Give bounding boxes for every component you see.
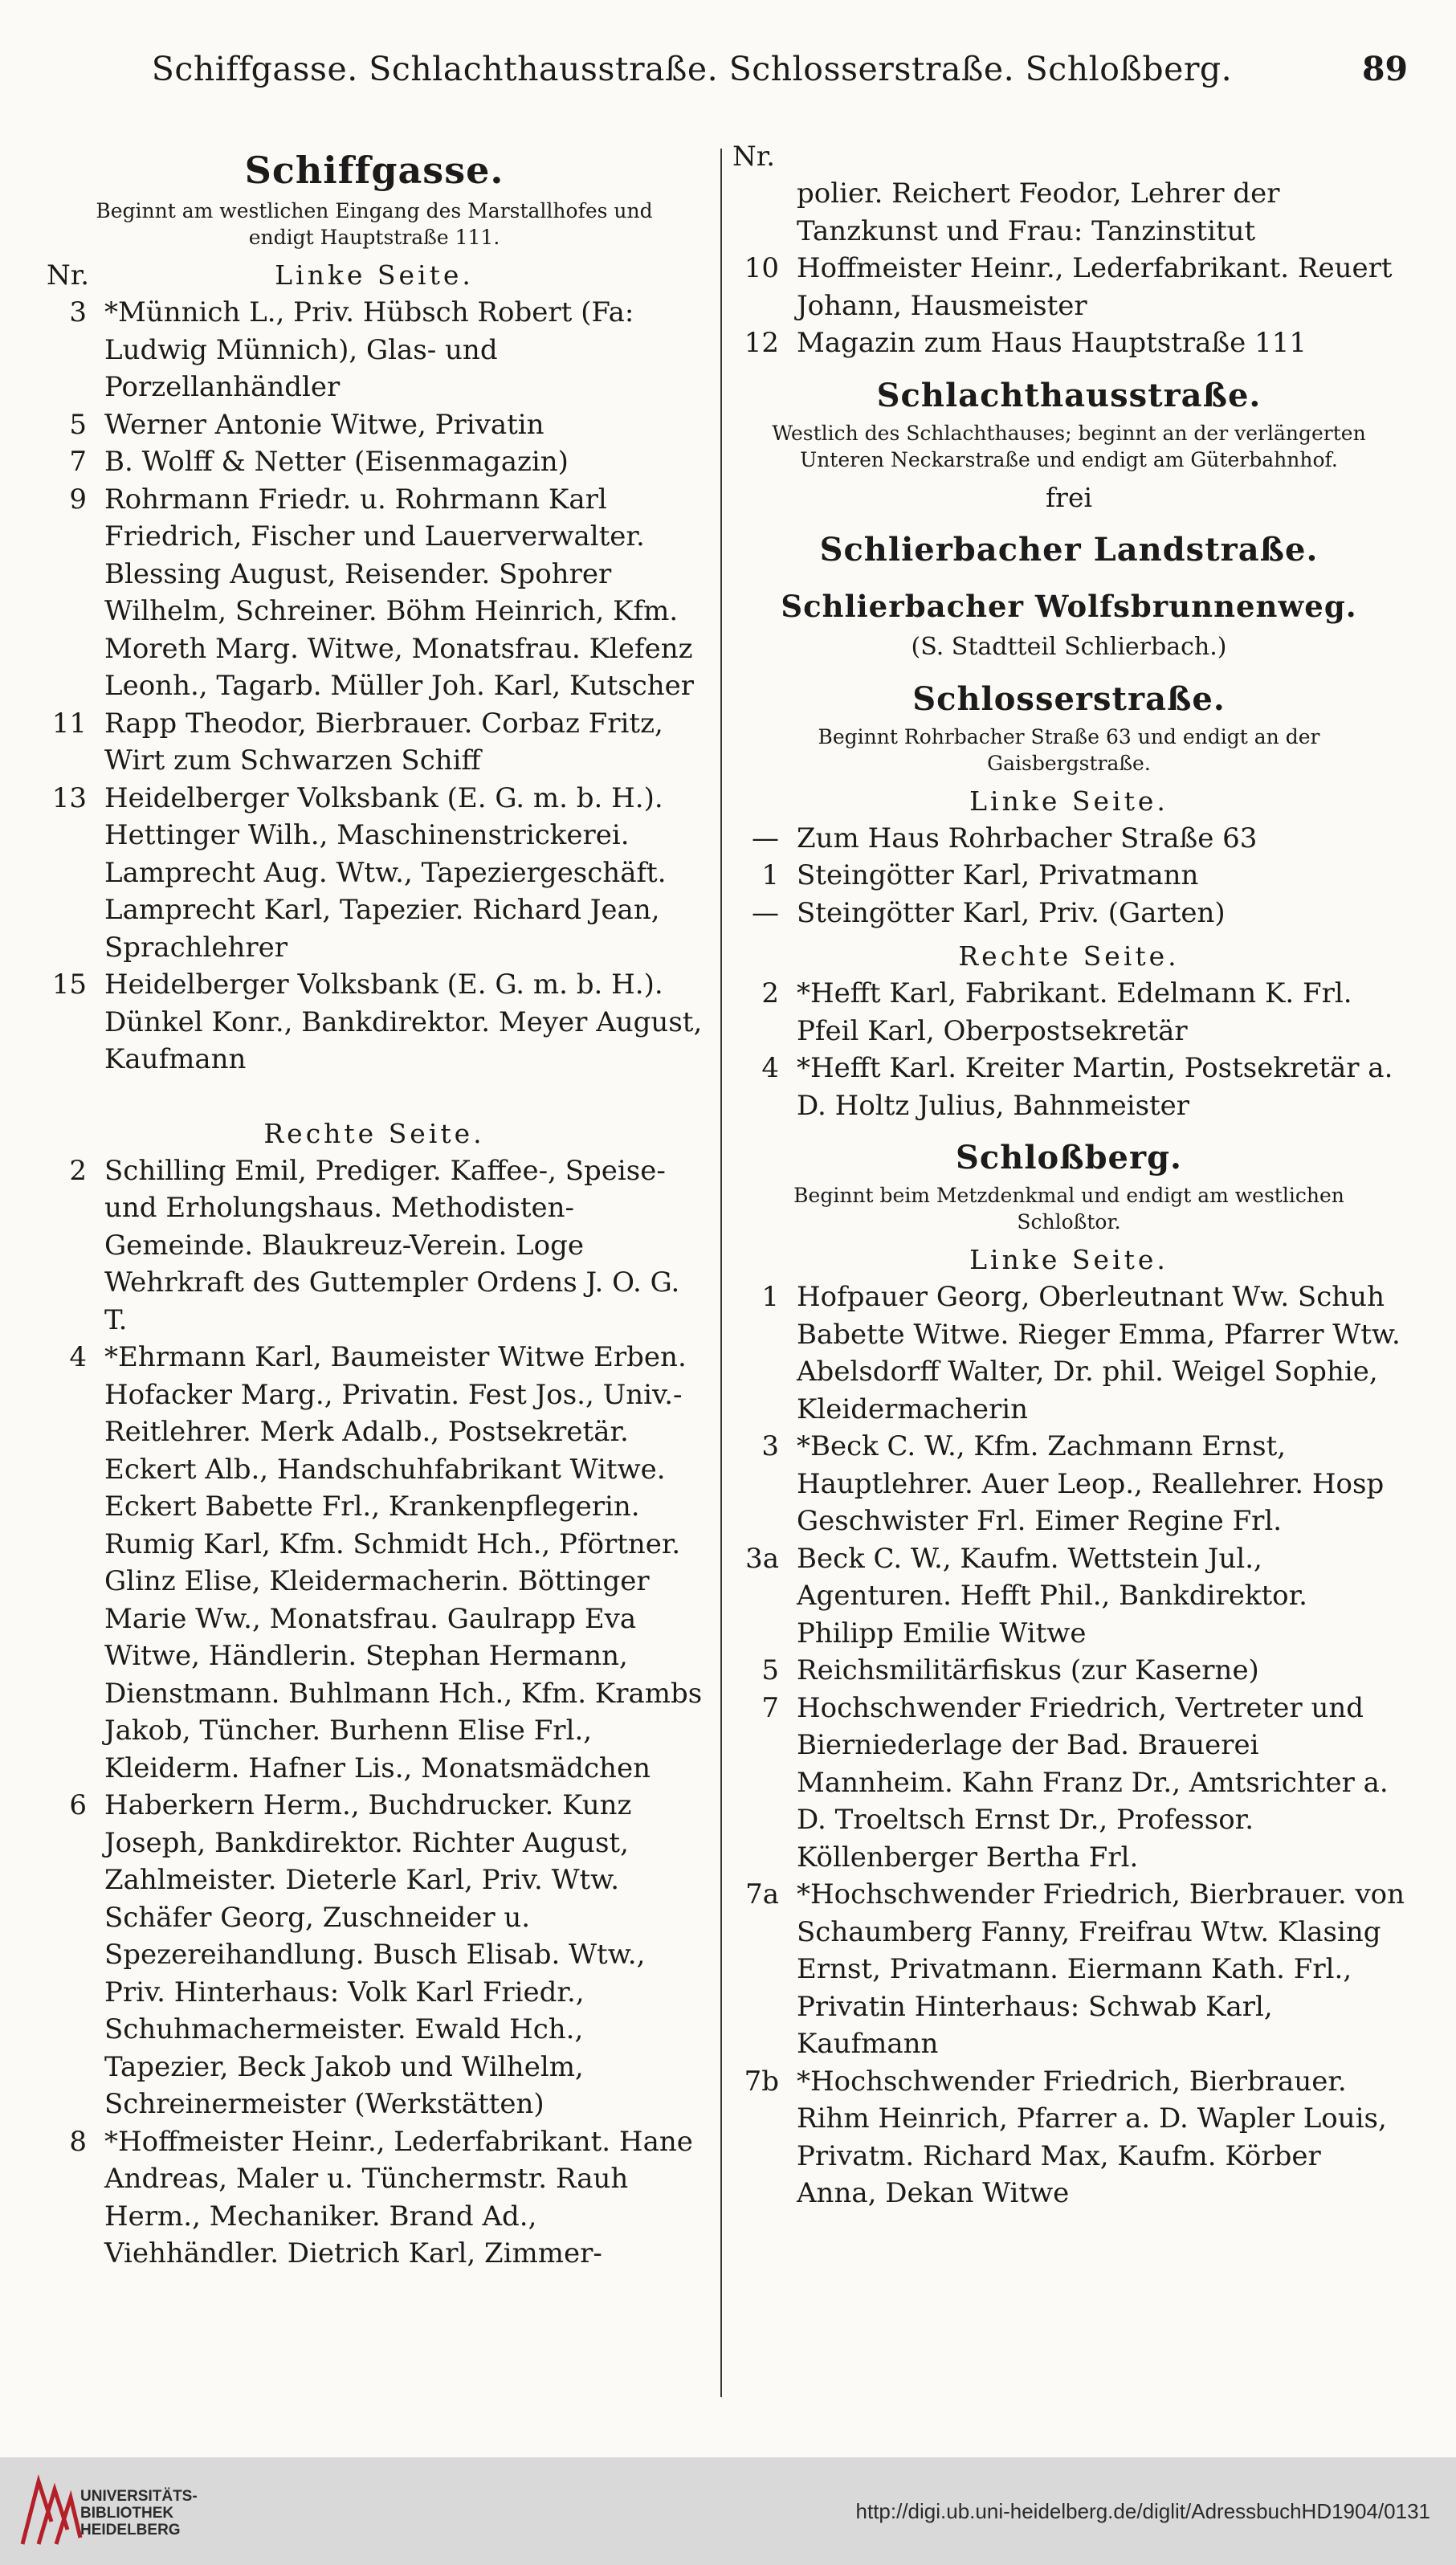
entry-text: *Hochschwender Friedrich, Bierbrauer. von Schaumberg Fanny, Freifrau Wtw. Klasing Ernst, Privatmann. Eiermann Kath. Frl., Privatin Hinterhaus: Schwab Karl, Kaufmann: [797, 1878, 1405, 2060]
house-number: 5: [69, 408, 87, 441]
address-entry: [40, 1787, 708, 2123]
entry-text: Heidelberger Volksbank (E. G. m. b. H.). Hettinger Wilh., Maschinenstrickerei. Lamprecht Aug. Wtw., Tapeziergeschäft. Lamprecht Karl, Tapezier. Richard Jean, Sprachlehrer: [104, 781, 667, 964]
house-number: 2: [69, 1154, 87, 1187]
house-number: 4: [761, 1052, 779, 1084]
house-number: 7a: [745, 1878, 779, 1910]
house-number: —: [752, 896, 779, 929]
running-head: [48, 50, 1408, 106]
house-number: 5: [761, 1654, 779, 1686]
side-label-links: Linke Seite.: [969, 785, 1168, 817]
side-label-rechts: Rechte Seite.: [263, 1117, 485, 1149]
viewer-footer: [0, 2457, 1456, 2565]
house-number: —: [752, 822, 779, 854]
address-entry: [732, 1690, 1405, 1877]
address-entry: [732, 324, 1405, 362]
entry-text: Zum Haus Rohrbacher Straße 63: [797, 822, 1258, 854]
entry-text: Haberkern Herm., Buchdrucker. Kunz Joseph, Bankdirektor. Richter August, Zahlmeister. Dieterle Karl, Priv. Wtw. Schäfer Georg, Zuschneider u. Spezereihandlung. Busch Elisab. Wtw., Priv. Hinterhaus: Volk Karl Friedr., Schuhmachermeister. Ewald Hch., Tapezier, Beck Jakob und Wilhelm, Schreinermeister (Werkstätten): [104, 1789, 646, 2120]
address-entry: [732, 2063, 1405, 2212]
side-label-rechts: Rechte Seite.: [958, 940, 1180, 972]
house-number: 7b: [744, 2065, 779, 2098]
house-number: 13: [51, 781, 87, 814]
address-entry: [732, 1876, 1405, 2063]
address-entry: [40, 1339, 708, 1787]
entry-text: Rohrmann Friedr. u. Rohrmann Karl Friedrich, Fischer und Lauerverwalter. Blessing August, Reisender. Spohrer Wilhelm, Schreiner. Böhm Heinrich, Kfm. Moreth Marg. Witwe, Monatsfrau. Klefenz Leonh., Tagarb. Müller Joh. Karl, Kutscher: [104, 483, 695, 702]
address-entry: [40, 966, 708, 1079]
spacer: [732, 573, 1405, 584]
house-number: 8: [69, 2125, 87, 2158]
entry-list: [40, 1152, 708, 2273]
library-name: [80, 2488, 198, 2538]
entry-text: Hofpauer Georg, Oberleutnant Ww. Schuh Babette Witwe. Rieger Emma, Pfarrer Wtw. Abelsdorff Walter, Dr. phil. Weigel Sophie, Kleidermacherin: [797, 1281, 1401, 1425]
address-entry: [40, 294, 708, 406]
library-name-line: HEIDELBERG: [80, 2522, 181, 2538]
entry-text: *Beck C. W., Kfm. Zachmann Ernst, Hauptlehrer. Auer Leop., Reallehrer. Hosp Geschwister Frl. Eimer Regine Frl.: [797, 1430, 1385, 1537]
page-number: 89: [1361, 50, 1408, 88]
address-entry: [732, 250, 1405, 324]
street-heading-schlierbacher-wolfsbrunnenweg: Schlierbacher Wolfsbrunnenweg.: [781, 588, 1357, 624]
entry-text: *Hoffmeister Heinr., Lederfabrikant. Hane Andreas, Maler u. Tünchermstr. Rauh Herm., Mechaniker. Brand Ad., Viehhändler. Dietrich Karl, Zimmer-: [104, 2125, 693, 2269]
street-heading-schlachthausstrasse: Schlachthausstraße.: [876, 376, 1262, 414]
entry-text: Steingötter Karl, Priv. (Garten): [797, 896, 1226, 929]
entry-text: *Münnich L., Priv. Hübsch Robert (Fa: Ludwig Münnich), Glas- und Porzellanhändler: [104, 296, 634, 403]
address-entry: [732, 1050, 1405, 1124]
street-note: frei: [1045, 481, 1093, 513]
address-entry: [40, 1152, 708, 1340]
address-entry: [732, 1540, 1405, 1653]
house-number: 3: [761, 1430, 779, 1462]
nr-label: Nr.: [732, 145, 776, 173]
entry-text: *Hefft Karl, Fabrikant. Edelmann K. Frl. Pfeil Karl, Oberpostsekretär: [797, 977, 1352, 1047]
street-heading-schlierbacher-landstrasse: Schlierbacher Landstraße.: [819, 530, 1319, 569]
entry-text: B. Wolff & Netter (Eisenmagazin): [104, 446, 569, 478]
house-number: 15: [51, 969, 87, 1001]
entry-text: Schilling Emil, Prediger. Kaffee-, Speise- und Erholungshaus. Methodisten-Gemeinde. Blaukreuz-Verein. Loge Wehrkraft des Guttempler Ordens J. O. G. T.: [104, 1154, 680, 1336]
street-description: Westlich des Schlachthauses; beginnt an der verlängerten Unteren Neckarstraße und endigt am Güterbahnhof.: [772, 421, 1366, 471]
entry-text: Reichsmilitärfiskus (zur Kaserne): [797, 1654, 1259, 1686]
entry-list: [732, 975, 1405, 1124]
entry-list: [732, 1278, 1405, 2212]
street-description: Beginnt beim Metzdenkmal und endigt am westlichen Schloßtor.: [793, 1184, 1344, 1234]
address-entry: [732, 975, 1405, 1050]
nr-header: [40, 257, 708, 294]
entry-text: Werner Antonie Witwe, Privatin: [104, 408, 544, 441]
house-number: 1: [761, 1281, 779, 1313]
address-entry: [40, 780, 708, 967]
entry-text: Hoffmeister Heinr., Lederfabrikant. Reuert Johann, Hausmeister: [797, 252, 1393, 322]
entry-text: *Ehrmann Karl, Baumeister Witwe Erben. Hofacker Marg., Privatin. Fest Jos., Univ.-Reitlehrer. Merk Adalb., Postsekretär. Eckert Alb., Handschuhfabrikant Witwe. Eckert Babette Frl., Krankenpflegerin. Rumig Karl, Kfm. Schmidt Hch., Pförtner. Glinz Elise, Kleidermacherin. Böttinger Marie Ww., Monatsfrau. Gaulrapp Eva Witwe, Händlerin. Stephan Hermann, Dienstmann. Buhlmann Hch., Kfm. Krambs Jakob, Tüncher. Burhenn Elise Frl., Kleiderm. Hafner Lis., Monatsmädchen: [104, 1341, 703, 1784]
street-description: Beginnt Rohrbacher Straße 63 und endigt an der Gaisbergstraße.: [818, 724, 1320, 775]
address-entry: [40, 705, 708, 780]
house-number: 11: [51, 707, 87, 740]
address-entry: [732, 175, 1405, 250]
library-name-line: UNIVERSITÄTS-: [80, 2488, 198, 2505]
entry-list: [732, 820, 1405, 932]
spacer: [732, 516, 1405, 528]
spacer: [732, 666, 1405, 677]
nr-header: [732, 145, 1405, 175]
address-entry: [40, 443, 708, 481]
library-logo-icon: [14, 2473, 87, 2551]
address-entry: [732, 1428, 1405, 1540]
address-entry: [732, 1652, 1405, 1690]
column-divider: [720, 149, 722, 2397]
entry-text: Magazin zum Haus Hauptstraße 111: [797, 327, 1307, 359]
house-number: 4: [69, 1341, 87, 1373]
house-number: 9: [69, 483, 87, 516]
running-title: Schiffgasse. Schlachthausstraße. Schlosserstraße. Schloßberg.: [151, 50, 1233, 88]
entry-text: Rapp Theodor, Bierbrauer. Corbaz Fritz, Wirt zum Schwarzen Schiff: [104, 707, 663, 777]
left-column: [40, 145, 708, 2417]
entry-list: [40, 294, 708, 1079]
address-entry: [40, 481, 708, 705]
address-entry: [732, 857, 1405, 895]
spacer: [40, 1079, 708, 1115]
entry-text: Beck C. W., Kaufm. Wettstein Jul., Agenturen. Hefft Phil., Bankdirektor. Philipp Emilie Witwe: [797, 1542, 1307, 1650]
entry-text: Steingötter Karl, Privatmann: [797, 859, 1199, 891]
house-number: 7: [761, 1691, 779, 1724]
side-label-links: Linke Seite.: [969, 1244, 1168, 1275]
house-number: 10: [744, 252, 779, 284]
spacer: [732, 362, 1405, 373]
entry-text: *Hochschwender Friedrich, Bierbrauer. Rihm Heinrich, Pfarrer a. D. Wapler Louis, Privatm. Richard Max, Kaufm. Körber Anna, Dekan Witwe: [797, 2065, 1387, 2209]
house-number: 6: [69, 1789, 87, 1821]
street-note: (S. Stadtteil Schlierbach.): [911, 632, 1227, 661]
right-column: [732, 145, 1405, 2417]
entry-list: [732, 175, 1405, 362]
library-name-line: BIBLIOTHEK: [80, 2505, 174, 2522]
nr-label: Nr.: [47, 259, 90, 292]
entry-text: polier. Reichert Feodor, Lehrer der Tanzkunst und Frau: Tanzinstitut: [797, 177, 1280, 247]
address-entry: [732, 1278, 1405, 1428]
street-heading-schiffgasse: Schiffgasse.: [244, 149, 504, 192]
house-number: 3a: [745, 1542, 779, 1575]
entry-text: *Hefft Karl. Kreiter Martin, Postsekretär a. D. Holtz Julius, Bahnmeister: [797, 1052, 1393, 1122]
street-heading-schlosserstrasse: Schlosserstraße.: [912, 679, 1226, 718]
side-label-links: Linke Seite.: [275, 259, 474, 291]
house-number: 1: [761, 859, 779, 891]
entry-text: Heidelberger Volksbank (E. G. m. b. H.). Dünkel Konr., Bankdirektor. Meyer August, Kaufmann: [104, 969, 703, 1075]
house-number: 7: [69, 446, 87, 478]
house-number: 2: [761, 977, 779, 1009]
street-heading-schlossberg: Schloßberg.: [956, 1139, 1182, 1176]
address-entry: [732, 895, 1405, 932]
source-url-link[interactable]: http://digi.ub.uni-heidelberg.de/diglit/AdressbuchHD1904/0131: [855, 2499, 1430, 2523]
address-entry: [732, 820, 1405, 858]
house-number: 12: [744, 327, 779, 359]
entry-text: Hochschwender Friedrich, Vertreter und Bierniederlage der Bad. Brauerei Mannheim. Kahn Franz Dr., Amtsrichter a. D. Troeltsch Ernst Dr., Professor. Köllenberger Bertha Frl.: [797, 1691, 1389, 1874]
address-entry: [40, 2123, 708, 2273]
spacer: [732, 1124, 1405, 1136]
house-number: 3: [69, 296, 87, 328]
address-entry: [40, 406, 708, 444]
street-description: Beginnt am westlichen Eingang des Marstallhofes und endigt Hauptstraße 111.: [96, 199, 653, 249]
